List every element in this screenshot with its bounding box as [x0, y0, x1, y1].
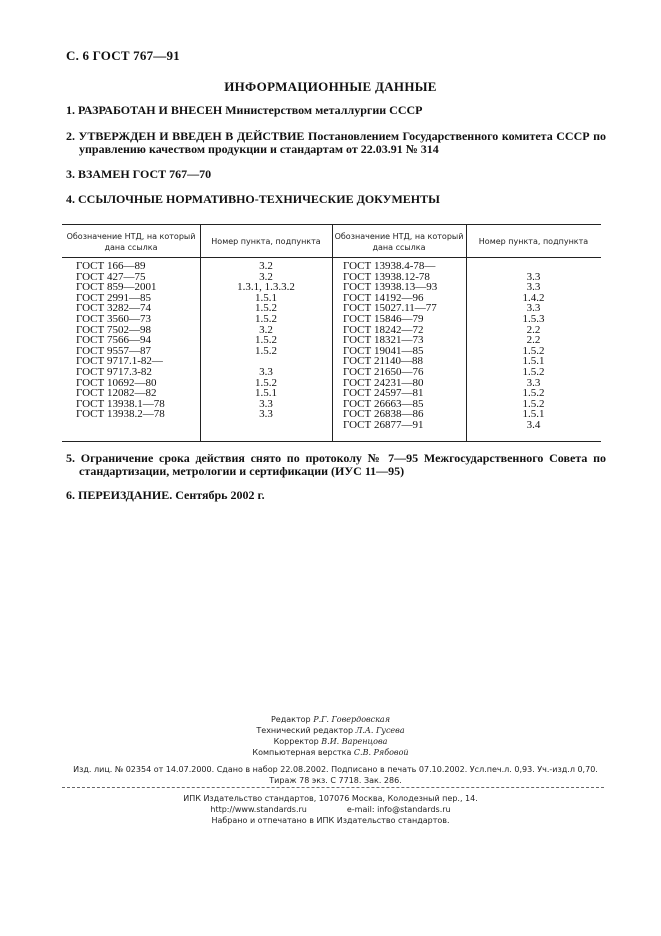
table-cell-clause: 1.5.1	[522, 355, 545, 368]
table-cell-clause: 3.3	[259, 365, 273, 378]
table-cell-doc: ГОСТ 427—75	[76, 270, 146, 283]
table-cell-clause: 1.5.1	[522, 408, 545, 421]
item-3-num: 3.	[66, 167, 75, 181]
item-1	[66, 104, 606, 117]
table-cell-clause: 1.4.2	[522, 291, 545, 304]
publisher-website: http://www.standards.ru	[210, 805, 307, 814]
table-cell-doc: ГОСТ 15846—79	[343, 312, 424, 325]
table-cell-doc: ГОСТ 9557—87	[76, 344, 151, 357]
right-docs-column	[343, 261, 466, 431]
table-cell-doc: ГОСТ 3560—73	[76, 312, 151, 325]
table-cell-doc: ГОСТ 7502—98	[76, 323, 151, 336]
item-4-lead: ССЫЛОЧНЫЕ НОРМАТИВНО-ТЕХНИЧЕСКИЕ ДОКУМЕНТЫ	[78, 192, 440, 206]
print-line-2: Тираж 78 экз. С 7718. Зак. 286.	[269, 776, 402, 785]
item-5	[66, 452, 606, 478]
table-cell-doc: ГОСТ 14192—96	[343, 291, 424, 304]
divider	[62, 787, 604, 788]
header-doc-right: Обозначение НТД, на который дана ссылка	[334, 232, 464, 252]
table-cell-clause: 1.5.1	[255, 291, 277, 304]
table-cell-clause: 3.3	[526, 281, 541, 294]
table-cell-clause: 1.5.3	[522, 312, 545, 325]
table-cell-doc: ГОСТ 13938.2—78	[76, 408, 165, 421]
table-cell-clause: 1.5.2	[255, 334, 277, 347]
table-cell-clause: 3.3	[526, 270, 541, 283]
table-cell-clause: 1.5.2	[255, 376, 277, 389]
item-3	[66, 168, 606, 181]
table-cell-doc: ГОСТ 3282—74	[76, 302, 151, 315]
left-docs-column	[76, 261, 200, 420]
table-cell-doc: ГОСТ 15027.11—77	[343, 302, 437, 315]
table-cell-clause: 3.2	[259, 260, 273, 272]
item-6-lead: ПЕРЕИЗДАНИЕ.	[78, 488, 173, 502]
publisher-email: e-mail: info@standards.ru	[346, 805, 451, 814]
table-cell-doc: ГОСТ 13938.13—93	[343, 281, 438, 294]
table-cell-doc: ГОСТ 24231—80	[343, 376, 424, 389]
table-cell-clause: 3.2	[259, 270, 273, 283]
item-2-num: 2.	[66, 129, 75, 143]
item-1-lead: РАЗРАБОТАН И ВНЕСЕН	[78, 103, 223, 117]
item-2-lead: УТВЕРЖДЕН И ВВЕДЕН В ДЕЙСТВИЕ	[78, 129, 305, 143]
item-6-num: 6.	[66, 488, 75, 502]
item-2	[66, 130, 606, 156]
table-cell-clause: 1.5.2	[255, 312, 277, 325]
table-cell-doc: ГОСТ 18242—72	[343, 323, 424, 336]
table-cell-clause: 1.5.2	[255, 302, 277, 315]
table-cell-clause: 1.3.1, 1.3.3.2	[237, 281, 295, 294]
section-title: ИНФОРМАЦИОННЫЕ ДАННЫЕ	[224, 79, 437, 94]
table-cell-doc: ГОСТ 26877—91	[343, 418, 424, 431]
table-cell-clause: 1.5.2	[522, 344, 545, 357]
editor-line: Редактор Р.Г. Говердовская	[270, 715, 390, 724]
table-cell-clause: 1.5.2	[522, 387, 545, 400]
table-cell-doc: ГОСТ 26663—85	[343, 397, 424, 410]
item-2-text: Постановлением Государственного комитета СССР по управлению качеством продукции и стандартам от 22.03.91 № 314	[79, 129, 607, 156]
table-cell-doc: ГОСТ 2991—85	[76, 291, 151, 304]
table-cell-doc: ГОСТ 13938.12-78	[343, 270, 430, 283]
editor-line: Компьютерная верстка С.В. Рябовой	[252, 748, 409, 757]
table-cell-doc: ГОСТ 21140—88	[343, 355, 424, 368]
reference-table	[62, 224, 601, 442]
table-cell-clause: 3.3	[259, 397, 273, 410]
table-cell-clause: 1.5.2	[522, 397, 545, 410]
table-cell-clause: 1.5.2	[255, 344, 277, 357]
page-header: С. 6 ГОСТ 767—91	[66, 48, 180, 63]
table-cell-doc: ГОСТ 9717.3-82	[76, 365, 152, 378]
publisher-printed: Набрано и отпечатано в ИПК Издательство стандартов.	[211, 816, 450, 825]
publisher-contacts	[0, 804, 661, 815]
table-cell-doc: ГОСТ 13938.1—78	[76, 397, 165, 410]
table-cell-clause: 2.2	[526, 334, 541, 347]
table-cell-clause: 3.3	[259, 408, 273, 421]
table-cell-doc: ГОСТ 10692—80	[76, 376, 157, 389]
print-line-1: Изд. лиц. № 02354 от 14.07.2000. Сдано в набор 22.08.2002. Подписано в печать 07.10.2002. Усл.печ.л. 0,93. Уч.-изд.л 0,70.	[73, 765, 598, 774]
table-cell-doc: ГОСТ 12082—82	[76, 387, 157, 400]
table-cell-doc: ГОСТ 21650—76	[343, 365, 424, 378]
item-1-text: Министерством металлургии СССР	[225, 103, 423, 117]
table-cell-clause	[466, 261, 601, 272]
table-cell-doc: ГОСТ 13938.4-78—	[343, 260, 436, 272]
publisher-block	[0, 793, 661, 826]
table-cell-doc: ГОСТ 859—2001	[76, 281, 157, 294]
header-clause-left: Номер пункта, подпункта	[211, 237, 321, 246]
item-1-num: 1.	[66, 103, 75, 117]
item-3-lead: ВЗАМЕН ГОСТ 767—70	[78, 167, 212, 181]
table-cell-clause: 1.5.2	[522, 365, 545, 378]
header-clause-right: Номер пункта, подпункта	[478, 237, 589, 246]
table-cell-doc: ГОСТ 24597—81	[343, 387, 424, 400]
table-cell-doc: ГОСТ 19041—85	[343, 344, 424, 357]
header-rule	[62, 257, 601, 258]
table-cell-doc: ГОСТ 26838—86	[343, 408, 424, 421]
item-4	[66, 193, 606, 206]
table-cell-doc: ГОСТ 7566—94	[76, 334, 151, 347]
left-clauses-column	[200, 261, 332, 420]
table-cell-clause: 2.2	[526, 323, 541, 336]
table-cell-doc: ГОСТ 166—89	[76, 260, 146, 272]
table-cell-clause: 3.3	[526, 302, 541, 315]
item-6	[66, 489, 606, 502]
print-info	[66, 764, 605, 786]
editors-block	[0, 714, 661, 758]
table-cell-clause: 3.4	[526, 418, 541, 431]
table-cell-doc: ГОСТ 9717.1-82—	[76, 355, 163, 368]
editor-line: Технический редактор Л.А. Гусева	[256, 726, 405, 735]
item-5-text: Ограничение срока действия снято по протоколу № 7—95 Межгосударственного Совета по стандартизации, метрологии и сертификации (ИУС 11—95)	[79, 451, 606, 478]
item-5-num: 5.	[66, 451, 75, 465]
header-doc-left: Обозначение НТД, на который дана ссылка	[66, 232, 196, 252]
table-cell-clause: 3.2	[259, 323, 273, 336]
table-cell-clause: 1.5.1	[255, 387, 277, 400]
table-cell-doc: ГОСТ 18321—73	[343, 334, 424, 347]
item-4-num: 4.	[66, 192, 75, 206]
publisher-address: ИПК Издательство стандартов, 107076 Москва, Колодезный пер., 14.	[183, 794, 478, 803]
editor-line: Корректор В.И. Варенцова	[273, 737, 388, 746]
table-cell-clause: 3.3	[526, 376, 541, 389]
item-6-text: Сентябрь 2002 г.	[175, 488, 265, 502]
right-clauses-column	[466, 261, 601, 431]
